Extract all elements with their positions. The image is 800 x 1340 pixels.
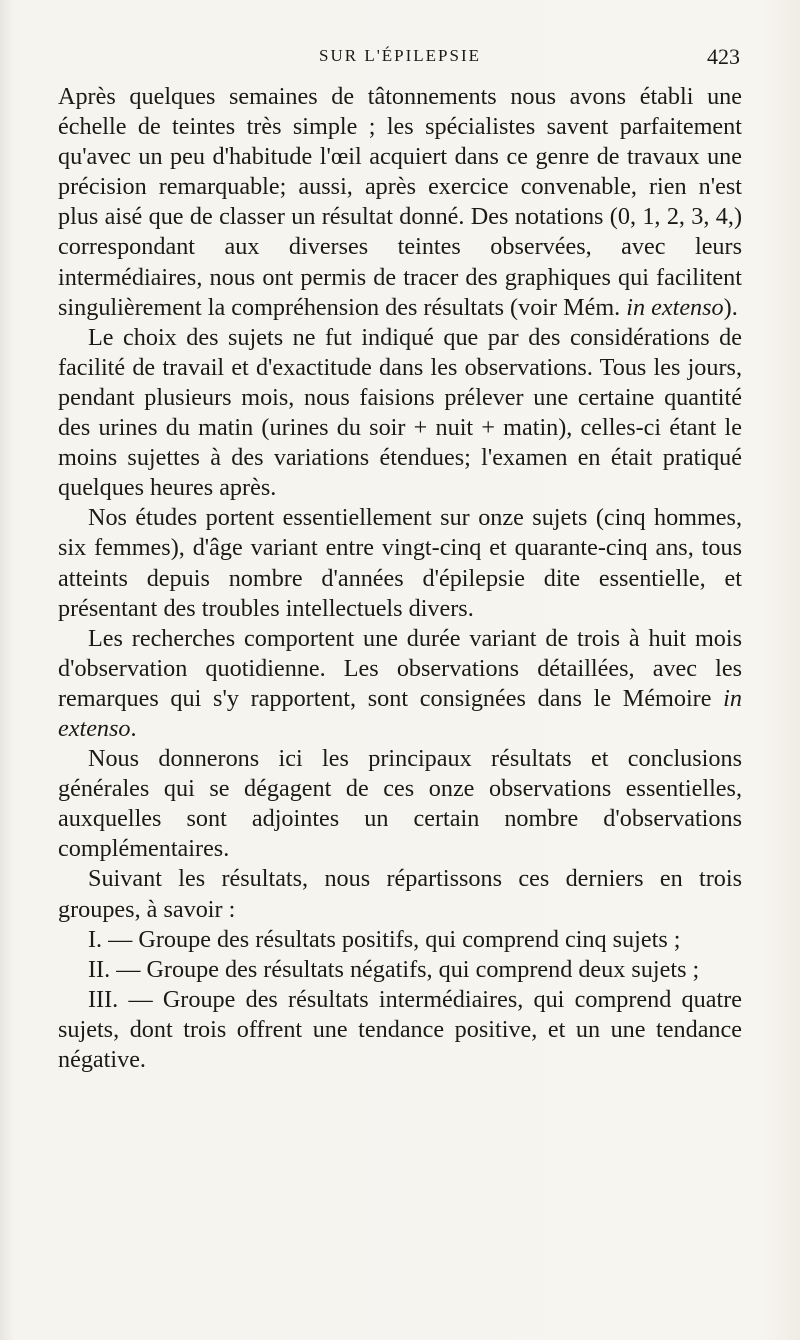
paragraph-groups-intro: Suivant les résultats, nous répartissons ces derniers en trois groupes, à savoir : xyxy=(58,865,742,923)
body-text xyxy=(58,82,742,1075)
running-head: SUR L'ÉPILEPSIE xyxy=(319,46,481,65)
paragraph-text-end: ). xyxy=(723,293,738,321)
page-header xyxy=(60,44,740,74)
paragraph-research-duration xyxy=(58,624,742,744)
group-dash: — xyxy=(108,925,133,953)
paragraph-subject-choice: Le choix des sujets ne fut indiqué que par des considérations de facilité de travail et d'exactitude dans les observations. Tous les jours, pendant plusieurs mois, nous faisions prélever une certaine quantité des urines du matin (urines du soir + nuit + matin), celles-ci étant le moins sujettes à des variations étendues; l'examen en était pratiqué quelques heures après. xyxy=(58,323,742,502)
paragraph-study-subjects: Nos études portent essentiellement sur onze sujets (cinq hommes, six femmes), d'âge variant entre vingt-cinq et quarante-cinq ans, tous atteints depuis nombre d'années d'épilepsie dite essentielle, et présentant des troubles intellectuels divers. xyxy=(58,504,742,622)
group-dash: — xyxy=(116,955,141,983)
group-dash: — xyxy=(128,985,153,1013)
group-item-positive xyxy=(58,925,742,955)
group-text: Groupe des résultats intermédiaires, qui comprend quatre sujets, dont trois offrent une tendance positive, et un une tendance négative. xyxy=(58,985,742,1073)
group-item-intermediate xyxy=(58,985,742,1075)
group-text: Groupe des résultats positifs, qui comprend cinq sujets ; xyxy=(138,925,681,953)
paragraph-text: Après quelques semaines de tâtonnements nous avons établi une échelle de teintes très simple ; les spécialistes savent parfaitement qu'avec un peu d'habitude l'œil acquiert dans ce genre de travaux une précision remarquable; aussi, après exercice convenable, rien n'est plus aisé que de classer un résultat donné. Des notations (0, 1, 2, 3, 4,) correspondant aux diverses teintes observées, avec leurs intermédiaires, nous ont permis de tracer des graphiques qui facilitent singulièrement la compréhension des résultats (voir Mém. xyxy=(58,83,742,321)
italic-in-extenso: in extenso xyxy=(626,293,724,321)
paragraph-text: Les recherches comportent une durée variant de trois à huit mois d'observation quotidienne. Les observations détaillées, avec les remarques qui s'y rapportent, sont consignées dans le Mémoire xyxy=(58,624,742,712)
group-text: Groupe des résultats négatifs, qui comprend deux sujets ; xyxy=(146,955,700,983)
italic-in-extenso: in extenso xyxy=(58,684,742,742)
paragraph-text-end: . xyxy=(130,714,137,742)
group-item-negative xyxy=(58,955,742,985)
page-number: 423 xyxy=(707,44,740,69)
group-numeral: III. xyxy=(88,985,119,1013)
group-numeral: I. xyxy=(88,925,103,953)
group-numeral: II. xyxy=(88,955,111,983)
paragraph-main-results: Nous donnerons ici les principaux résultats et conclusions générales qui se dégagent de ces onze observations essentielles, auxquelles sont adjointes un certain nombre d'observations complémentaires. xyxy=(58,745,742,863)
paragraph-tint-scale xyxy=(58,82,742,323)
